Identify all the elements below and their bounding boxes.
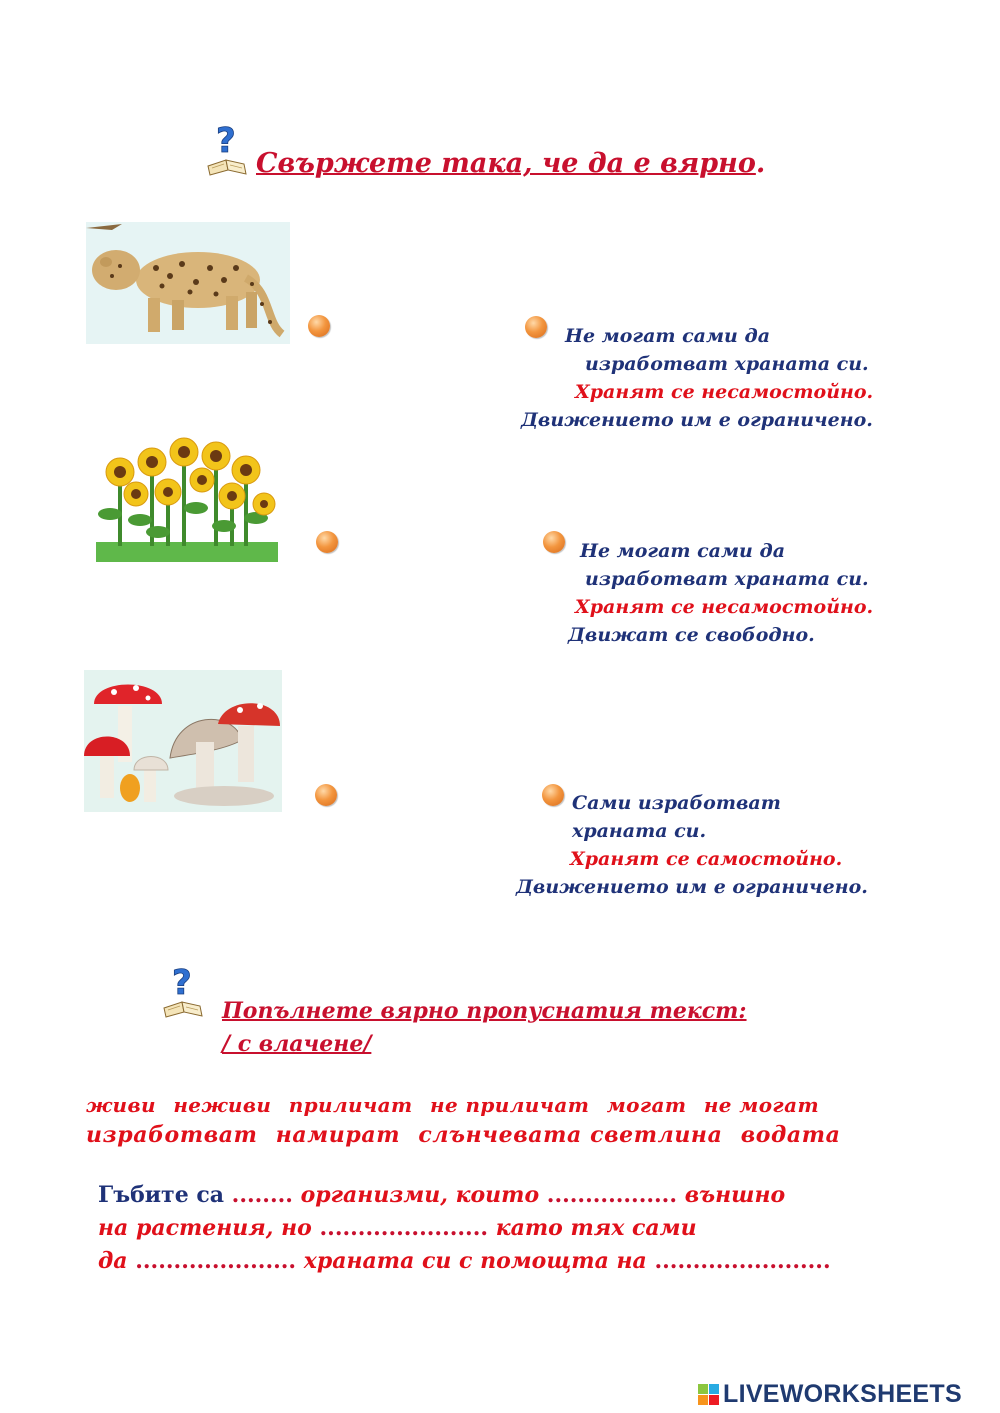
sentence-text-2b: като тях сами (495, 1215, 697, 1241)
word-ne-mogat[interactable]: не могат (703, 1093, 820, 1117)
word-ne-prilichat[interactable]: не приличат (429, 1093, 590, 1117)
left-dot-sunflowers[interactable] (316, 531, 338, 553)
sentence-text-3a: да (98, 1248, 128, 1274)
right-dot-1[interactable] (525, 316, 547, 338)
logo-square-3 (698, 1395, 708, 1405)
logo-square-1 (698, 1384, 708, 1394)
word-namirat[interactable]: намират (275, 1122, 401, 1148)
word-nezhivi[interactable]: неживи (173, 1093, 272, 1117)
right-dot-3[interactable] (542, 784, 564, 806)
svg-text:?: ? (172, 963, 192, 1003)
desc1-line4: Движението им е ограничено. (521, 409, 873, 431)
left-dot-mushrooms[interactable] (315, 784, 337, 806)
blank-2[interactable]: ................. (546, 1182, 678, 1208)
word-bank-row-1 (86, 1093, 829, 1117)
question-book-icon-2 (162, 962, 208, 1018)
section1-title: Свържете така, че да е вярно. (256, 148, 766, 179)
sunflowers-image (96, 434, 278, 562)
section2-title: Попълнете вярно пропуснатия текст: (222, 998, 747, 1024)
svg-text:?: ? (216, 121, 236, 161)
word-water[interactable]: водата (740, 1122, 841, 1148)
desc2-line1: Не могат сами да (580, 540, 786, 562)
sentence-text-1a: Гъбите са (98, 1182, 224, 1208)
sentence-line-2 (98, 1215, 697, 1241)
word-sunlight[interactable]: слънчевата светлина (418, 1122, 723, 1148)
leopard-image (86, 222, 290, 344)
blank-5[interactable]: ....................... (654, 1248, 831, 1274)
right-dot-2[interactable] (543, 531, 565, 553)
blank-1[interactable]: ........ (231, 1182, 293, 1208)
desc3-line3: Хранят се самостойно. (570, 848, 843, 870)
blank-3[interactable]: ...................... (319, 1215, 489, 1241)
desc2-line4: Движат се свободно. (568, 624, 815, 646)
sentence-text-3b: храната си с помощта на (303, 1248, 647, 1274)
question-book-icon (206, 120, 252, 176)
desc3-line4: Движението им е ограничено. (516, 876, 868, 898)
blank-4[interactable]: ..................... (135, 1248, 297, 1274)
sentence-text-1b: организми, които (300, 1182, 540, 1208)
desc1-line3: Хранят се несамостойно. (575, 381, 874, 403)
word-zhivi[interactable]: живи (86, 1093, 156, 1117)
desc2-line3: Хранят се несамостойно. (575, 596, 874, 618)
logo-square-4 (709, 1395, 719, 1405)
sentence-text-2a: на растения, но (98, 1215, 312, 1241)
desc2-line2: изработват храната си. (585, 568, 869, 590)
desc1-line1: Не могат сами да (565, 325, 771, 347)
word-prilichat[interactable]: приличат (288, 1093, 413, 1117)
desc3-line1: Сами изработват (572, 792, 781, 814)
mushrooms-image (84, 670, 282, 812)
title-period: . (755, 148, 766, 179)
liveworksheets-logo[interactable] (698, 1380, 962, 1409)
left-dot-leopard[interactable] (308, 315, 330, 337)
word-mogat[interactable]: могат (606, 1093, 687, 1117)
liveworksheets-brand: LIVEWORKSHEETS (723, 1380, 962, 1408)
logo-square-2 (709, 1384, 719, 1394)
word-izrabotvat[interactable]: изработват (86, 1122, 258, 1148)
sentence-line-3 (98, 1248, 831, 1274)
desc1-line2: изработват храната си. (585, 353, 869, 375)
sentence-line-1 (98, 1182, 785, 1208)
sentence-text-1c: външно (684, 1182, 786, 1208)
section2-subtitle: / с влачене/ (222, 1031, 372, 1057)
desc3-line2: храната си. (572, 820, 707, 842)
word-bank-row-2 (86, 1122, 851, 1148)
liveworksheets-logo-icon (698, 1384, 719, 1405)
